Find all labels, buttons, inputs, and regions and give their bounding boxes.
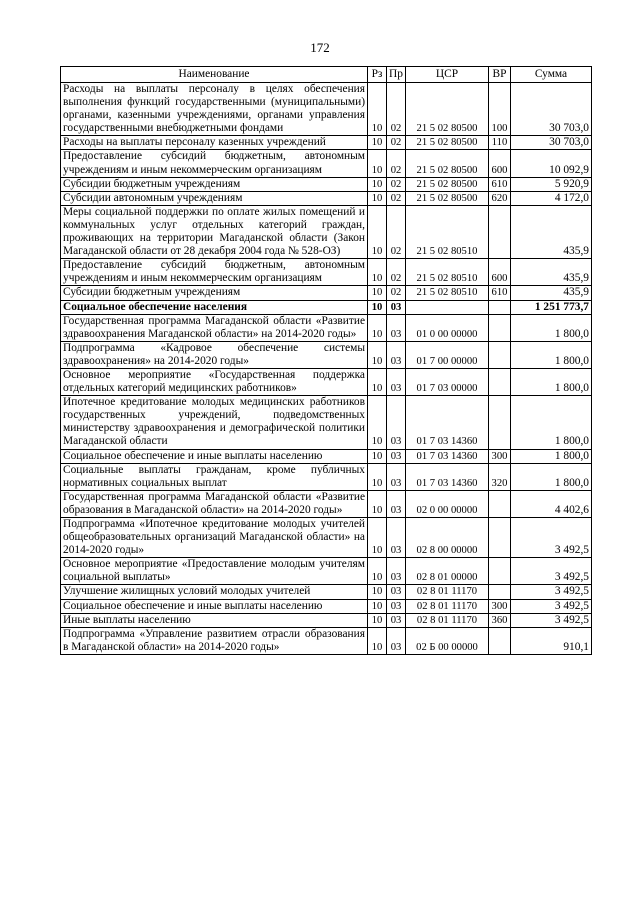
column-header-pr: Пр xyxy=(387,67,406,83)
cell-rz: 10 xyxy=(368,300,387,314)
cell-sum: 435,9 xyxy=(511,259,592,286)
cell-csr: 02 8 01 11170 xyxy=(406,599,489,613)
cell-vr xyxy=(489,314,511,341)
cell-vr: 320 xyxy=(489,463,511,490)
cell-sum: 435,9 xyxy=(511,205,592,258)
table-row xyxy=(61,314,592,341)
cell-name: Подпрограмма «Кадровое обеспечение системы здравоохранения» на 2014-2020 годы» xyxy=(61,341,368,368)
cell-rz: 10 xyxy=(368,463,387,490)
cell-pr: 03 xyxy=(387,490,406,517)
cell-vr xyxy=(489,368,511,395)
cell-csr: 21 5 02 80510 xyxy=(406,286,489,300)
cell-vr: 300 xyxy=(489,449,511,463)
cell-pr: 03 xyxy=(387,463,406,490)
cell-csr: 01 7 00 00000 xyxy=(406,341,489,368)
cell-vr: 610 xyxy=(489,286,511,300)
cell-vr xyxy=(489,396,511,449)
cell-csr: 02 0 00 00000 xyxy=(406,490,489,517)
cell-csr xyxy=(406,300,489,314)
cell-name: Социальные выплаты гражданам, кроме публичных нормативных социальных выплат xyxy=(61,463,368,490)
cell-sum: 1 800,0 xyxy=(511,341,592,368)
cell-csr: 21 5 02 80510 xyxy=(406,205,489,258)
cell-sum: 1 800,0 xyxy=(511,463,592,490)
cell-csr: 02 8 00 00000 xyxy=(406,518,489,558)
cell-name: Предоставление субсидий бюджетным, автономным учреждениям и иным некоммерческим организациям xyxy=(61,259,368,286)
cell-name: Иные выплаты населению xyxy=(61,613,368,627)
cell-pr: 02 xyxy=(387,259,406,286)
cell-pr: 03 xyxy=(387,558,406,585)
cell-pr: 02 xyxy=(387,205,406,258)
cell-csr: 01 7 03 14360 xyxy=(406,463,489,490)
cell-csr: 02 Б 00 00000 xyxy=(406,627,489,654)
cell-sum: 1 800,0 xyxy=(511,314,592,341)
cell-vr xyxy=(489,341,511,368)
cell-sum: 1 800,0 xyxy=(511,396,592,449)
cell-vr xyxy=(489,490,511,517)
table-row xyxy=(61,627,592,654)
cell-sum: 1 800,0 xyxy=(511,449,592,463)
cell-rz: 10 xyxy=(368,191,387,205)
cell-rz: 10 xyxy=(368,558,387,585)
cell-vr xyxy=(489,585,511,599)
cell-name: Субсидии автономным учреждениям xyxy=(61,191,368,205)
cell-rz: 10 xyxy=(368,368,387,395)
cell-name: Субсидии бюджетным учреждениям xyxy=(61,286,368,300)
table-row xyxy=(61,259,592,286)
cell-pr: 03 xyxy=(387,599,406,613)
cell-pr: 03 xyxy=(387,627,406,654)
budget-table xyxy=(60,66,592,655)
cell-name: Улучшение жилищных условий молодых учителей xyxy=(61,585,368,599)
column-header-name: Наименование xyxy=(61,67,368,83)
cell-csr: 01 7 03 14360 xyxy=(406,396,489,449)
cell-sum: 5 920,9 xyxy=(511,177,592,191)
cell-csr: 21 5 02 80500 xyxy=(406,150,489,177)
table-row xyxy=(61,490,592,517)
table-row xyxy=(61,191,592,205)
cell-vr xyxy=(489,518,511,558)
cell-vr: 300 xyxy=(489,599,511,613)
cell-pr: 03 xyxy=(387,613,406,627)
cell-sum: 30 703,0 xyxy=(511,136,592,150)
cell-csr: 21 5 02 80500 xyxy=(406,136,489,150)
cell-csr: 01 0 00 00000 xyxy=(406,314,489,341)
cell-vr: 620 xyxy=(489,191,511,205)
table-row xyxy=(61,463,592,490)
table-row xyxy=(61,518,592,558)
cell-name: Основное мероприятие «Государственная поддержка отдельных категорий медицинских работников» xyxy=(61,368,368,395)
table-body xyxy=(61,83,592,655)
cell-csr: 21 5 02 80500 xyxy=(406,83,489,136)
table-row xyxy=(61,396,592,449)
cell-vr: 610 xyxy=(489,177,511,191)
table-row xyxy=(61,558,592,585)
cell-name: Расходы на выплаты персоналу казенных учреждений xyxy=(61,136,368,150)
cell-name: Социальное обеспечение и иные выплаты населению xyxy=(61,449,368,463)
cell-csr: 01 7 03 00000 xyxy=(406,368,489,395)
cell-pr: 03 xyxy=(387,518,406,558)
table-row xyxy=(61,286,592,300)
cell-vr xyxy=(489,558,511,585)
cell-pr: 03 xyxy=(387,368,406,395)
cell-rz: 10 xyxy=(368,136,387,150)
table-row xyxy=(61,150,592,177)
cell-sum: 435,9 xyxy=(511,286,592,300)
cell-pr: 03 xyxy=(387,396,406,449)
cell-csr: 21 5 02 80500 xyxy=(406,191,489,205)
table-row xyxy=(61,599,592,613)
cell-csr: 02 8 01 11170 xyxy=(406,585,489,599)
cell-vr: 600 xyxy=(489,259,511,286)
cell-name: Социальное обеспечение населения xyxy=(61,300,368,314)
cell-rz: 10 xyxy=(368,490,387,517)
page-number: 172 xyxy=(310,40,330,55)
cell-rz: 10 xyxy=(368,83,387,136)
cell-rz: 10 xyxy=(368,613,387,627)
cell-sum: 30 703,0 xyxy=(511,83,592,136)
table-row xyxy=(61,205,592,258)
cell-name: Государственная программа Магаданской области «Развитие здравоохранения Магаданской области» на 2014-2020 годы» xyxy=(61,314,368,341)
cell-sum: 1 800,0 xyxy=(511,368,592,395)
cell-sum: 3 492,5 xyxy=(511,599,592,613)
cell-pr: 03 xyxy=(387,449,406,463)
cell-rz: 10 xyxy=(368,286,387,300)
cell-sum: 10 092,9 xyxy=(511,150,592,177)
cell-pr: 02 xyxy=(387,191,406,205)
cell-sum: 4 402,6 xyxy=(511,490,592,517)
cell-vr: 600 xyxy=(489,150,511,177)
cell-name: Расходы на выплаты персоналу в целях обеспечения выполнения функций государственными (муниципальными) органами, казенными учреждениями, органами управления государственными внебюджетными фондами xyxy=(61,83,368,136)
table-header-row xyxy=(61,67,592,83)
cell-sum: 3 492,5 xyxy=(511,558,592,585)
cell-rz: 10 xyxy=(368,518,387,558)
cell-csr: 21 5 02 80500 xyxy=(406,177,489,191)
cell-name: Подпрограмма «Ипотечное кредитование молодых учителей общеобразовательных организаций Магаданской области» на 2014-2020 годы» xyxy=(61,518,368,558)
cell-name: Меры социальной поддержки по оплате жилых помещений и коммунальных услуг отдельных категорий граждан, проживающих на территории Магаданской области (Закон Магаданской области от 28 декабря 2004 года № 528-ОЗ) xyxy=(61,205,368,258)
cell-pr: 02 xyxy=(387,150,406,177)
cell-rz: 10 xyxy=(368,314,387,341)
table-row xyxy=(61,83,592,136)
cell-rz: 10 xyxy=(368,585,387,599)
cell-rz: 10 xyxy=(368,150,387,177)
cell-vr: 100 xyxy=(489,83,511,136)
cell-csr: 21 5 02 80510 xyxy=(406,259,489,286)
cell-vr xyxy=(489,627,511,654)
column-header-csr: ЦСР xyxy=(406,67,489,83)
cell-pr: 03 xyxy=(387,300,406,314)
cell-sum: 3 492,5 xyxy=(511,518,592,558)
cell-csr: 01 7 03 14360 xyxy=(406,449,489,463)
cell-csr: 02 8 01 11170 xyxy=(406,613,489,627)
cell-sum: 4 172,0 xyxy=(511,191,592,205)
cell-name: Основное мероприятие «Предоставление молодым учителям социальной выплаты» xyxy=(61,558,368,585)
column-header-sum: Сумма xyxy=(511,67,592,83)
cell-sum: 1 251 773,7 xyxy=(511,300,592,314)
cell-pr: 02 xyxy=(387,177,406,191)
cell-vr: 360 xyxy=(489,613,511,627)
cell-sum: 3 492,5 xyxy=(511,613,592,627)
cell-name: Государственная программа Магаданской области «Развитие образования в Магаданской области» на 2014-2020 годы» xyxy=(61,490,368,517)
cell-vr xyxy=(489,300,511,314)
cell-pr: 03 xyxy=(387,314,406,341)
table-row xyxy=(61,613,592,627)
cell-vr: 110 xyxy=(489,136,511,150)
cell-pr: 02 xyxy=(387,136,406,150)
cell-name: Ипотечное кредитование молодых медицинских работников государственных учреждений, подведомственных министерству здравоохранения и демографической политики Магаданской области xyxy=(61,396,368,449)
cell-vr xyxy=(489,205,511,258)
table-row xyxy=(61,136,592,150)
table-row xyxy=(61,449,592,463)
table-row xyxy=(61,368,592,395)
cell-pr: 02 xyxy=(387,286,406,300)
cell-csr: 02 8 01 00000 xyxy=(406,558,489,585)
cell-rz: 10 xyxy=(368,599,387,613)
table-row xyxy=(61,341,592,368)
cell-name: Субсидии бюджетным учреждениям xyxy=(61,177,368,191)
cell-rz: 10 xyxy=(368,177,387,191)
cell-pr: 02 xyxy=(387,83,406,136)
table-row xyxy=(61,177,592,191)
cell-rz: 10 xyxy=(368,396,387,449)
cell-pr: 03 xyxy=(387,585,406,599)
table-row xyxy=(61,300,592,314)
cell-pr: 03 xyxy=(387,341,406,368)
cell-sum: 910,1 xyxy=(511,627,592,654)
cell-name: Предоставление субсидий бюджетным, автономным учреждениям и иным некоммерческим организациям xyxy=(61,150,368,177)
cell-rz: 10 xyxy=(368,205,387,258)
cell-name: Социальное обеспечение и иные выплаты населению xyxy=(61,599,368,613)
cell-sum: 3 492,5 xyxy=(511,585,592,599)
cell-name: Подпрограмма «Управление развитием отрасли образования в Магаданской области» на 2014-2020 годы» xyxy=(61,627,368,654)
cell-rz: 10 xyxy=(368,627,387,654)
table-row xyxy=(61,585,592,599)
cell-rz: 10 xyxy=(368,449,387,463)
cell-rz: 10 xyxy=(368,259,387,286)
cell-rz: 10 xyxy=(368,341,387,368)
column-header-rz: Рз xyxy=(368,67,387,83)
column-header-vr: ВР xyxy=(489,67,511,83)
